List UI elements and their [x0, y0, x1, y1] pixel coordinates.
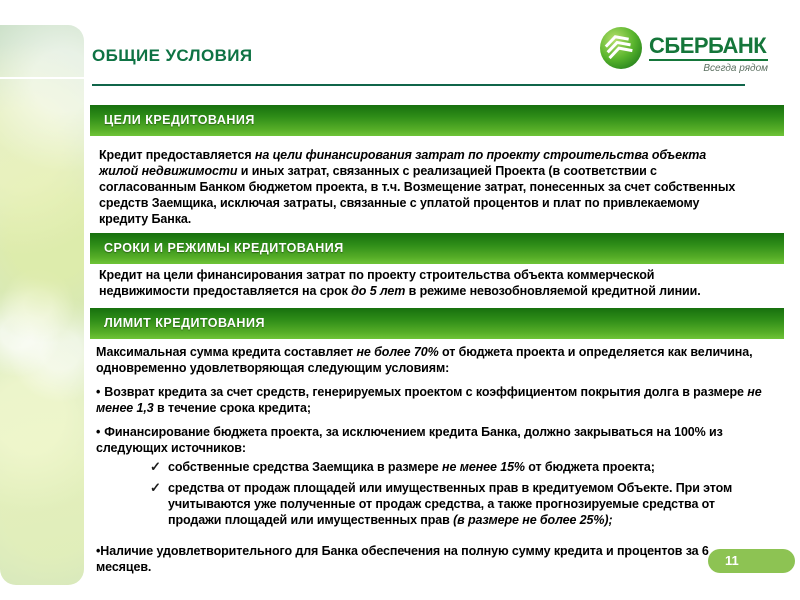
brand-tagline: Всегда рядом	[703, 63, 768, 74]
checklist-text: средства от продаж площадей или имущественных прав в кредитуемом Объекте. При этом учитываются уже полученные от продаж средства, а также прогнозируемые средства от продажи площадей или имущественных прав (в размере не более 25%);	[168, 481, 733, 527]
title-divider	[92, 84, 745, 86]
sberbank-logo-icon	[599, 26, 643, 70]
bullet-item-collateral	[96, 543, 758, 575]
bullet-icon: •	[96, 385, 101, 399]
brand-divider	[649, 59, 768, 61]
paragraph-terms: Кредит на цели финансирования затрат по проекту строительства объекта коммерческой недвижимости предоставляется на срок до 5 лет в режиме невозобновляемой кредитной линии.	[99, 268, 701, 298]
sidebar-decoration-image	[0, 25, 84, 585]
page-title: ОБЩИЕ УСЛОВИЯ	[92, 46, 253, 65]
paragraph-limit-intro: Максимальная сумма кредита составляет не более 70% от бюджета проекта и определяется как величина, одновременно удовлетворяющая следующим условиям:	[96, 345, 753, 375]
check-icon: ✓	[150, 480, 161, 495]
bullet-icon: •	[96, 544, 101, 558]
bullet-item-repayment	[96, 384, 786, 416]
section-header-limit: ЛИМИТ КРЕДИТОВАНИЯ	[90, 308, 784, 339]
brand-name: СБЕРБАНК	[649, 33, 767, 58]
bullet-text: Возврат кредита за счет средств, генерируемых проектом с коэффициентом покрытия долга в размере не менее 1,3 в течение срока кредита;	[96, 385, 762, 415]
page-number-badge: 11	[708, 549, 795, 573]
section-header-goals: ЦЕЛИ КРЕДИТОВАНИЯ	[90, 105, 784, 136]
checklist-item-sales-proceeds	[150, 480, 750, 528]
checklist-text: собственные средства Заемщика в размере не менее 15% от бюджета проекта;	[168, 460, 655, 474]
bullet-text: Финансирование бюджета проекта, за исключением кредита Банка, должно закрываться на 100% из следующих источников:	[96, 425, 723, 455]
check-icon: ✓	[150, 459, 161, 474]
paragraph-goals: Кредит предоставляется на цели финансирования затрат по проекту строительства объекта жилой недвижимости и иных затрат, связанных с реализацией Проекта (в соответствии с согласованным Банком бюджетом проекта, в т.ч. Возмещение затрат, понесенных за счет собственных средств Заемщика, исключая затраты, связанные с уплатой процентов и плат по привлекаемому кредиту Банка.	[99, 148, 736, 226]
sidebar-divider	[0, 77, 84, 79]
bullet-icon: •	[96, 425, 101, 439]
bullet-item-financing	[96, 424, 786, 456]
bullet-text: Наличие удовлетворительного для Банка обеспечения на полную сумму кредита и процентов за 6 месяцев.	[96, 544, 709, 574]
section-header-terms: СРОКИ И РЕЖИМЫ КРЕДИТОВАНИЯ	[90, 233, 784, 264]
checklist-item-own-funds	[150, 459, 750, 475]
